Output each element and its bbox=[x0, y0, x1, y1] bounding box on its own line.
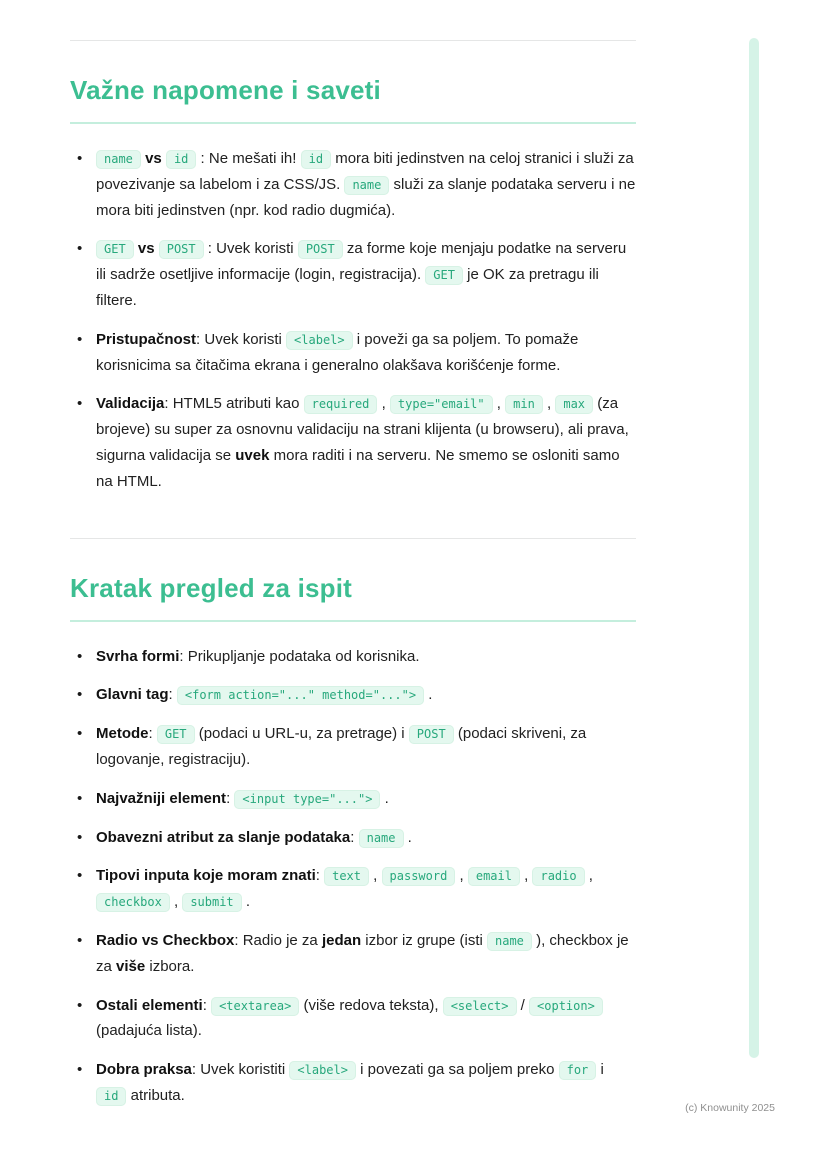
body-text: mora raditi i na serveru. Ne smemo se osloniti samo na HTML. bbox=[96, 446, 620, 490]
inline-code-badge: name bbox=[487, 932, 532, 951]
body-text: (za brojeve) su super za osnovnu validaciju na strani klijenta (u browseru), ali prava, sigurna validacija se bbox=[96, 395, 629, 464]
body-text: izbora. bbox=[145, 957, 195, 975]
body-text: , bbox=[369, 867, 382, 885]
body-text: , bbox=[492, 395, 506, 413]
list-item bbox=[70, 146, 636, 223]
body-text: : Uvek koristi bbox=[196, 330, 287, 348]
inline-code-badge: GET bbox=[157, 725, 195, 744]
bold-text: Radio vs Checkbox bbox=[96, 931, 235, 949]
inline-code-badge: id bbox=[301, 150, 331, 169]
list-item bbox=[70, 682, 636, 708]
inline-code-badge: id bbox=[166, 150, 196, 169]
inline-code-badge: name bbox=[359, 829, 404, 848]
bold-text: vs bbox=[133, 240, 159, 258]
inline-code-badge: <label> bbox=[286, 331, 353, 350]
bold-text: više bbox=[116, 957, 146, 975]
body-text: , bbox=[455, 867, 468, 885]
body-text: za forme koje menjaju podatke na serveru ili sadrže osetljive informacije (login, registracija). bbox=[96, 240, 627, 284]
bold-text: Najvažniji element bbox=[96, 789, 227, 807]
body-text: : bbox=[202, 996, 212, 1014]
inline-code-badge: checkbox bbox=[96, 893, 170, 912]
inline-code-badge: <form action="..." method="..."> bbox=[177, 686, 424, 705]
body-text: . bbox=[424, 686, 433, 704]
body-text: ), checkbox je za bbox=[96, 931, 629, 975]
body-text: i poveži ga sa poljem. To pomaže korisnicima sa čitačima ekrana i generalno olakšava korišćenje forme. bbox=[96, 330, 579, 374]
bold-text: Glavni tag bbox=[96, 686, 169, 704]
inline-code-badge: POST bbox=[298, 240, 343, 259]
body-text: (podaci u URL-u, za pretrage) i bbox=[194, 725, 409, 743]
body-text: , bbox=[584, 867, 593, 885]
body-text: i povezati ga sa poljem preko bbox=[355, 1061, 559, 1079]
body-text: : Ne mešati ih! bbox=[196, 150, 301, 167]
bold-text: Svrha formi bbox=[96, 647, 180, 665]
note-section bbox=[70, 41, 636, 538]
body-text: : Uvek koristiti bbox=[191, 1061, 290, 1079]
list-item bbox=[70, 786, 636, 812]
list-item bbox=[70, 993, 636, 1045]
body-text: . bbox=[241, 893, 251, 911]
body-text: i bbox=[596, 1061, 604, 1079]
body-text: . bbox=[380, 789, 389, 807]
inline-code-badge: radio bbox=[532, 867, 584, 886]
bold-text: Pristupačnost bbox=[96, 330, 197, 348]
body-text: / bbox=[516, 996, 530, 1014]
note-section bbox=[70, 539, 636, 1152]
inline-code-badge: GET bbox=[96, 240, 134, 259]
list-item bbox=[70, 391, 636, 494]
section-title: Važne napomene i saveti bbox=[70, 75, 636, 124]
list-item bbox=[70, 721, 636, 773]
body-text: : HTML5 atributi kao bbox=[164, 395, 304, 413]
inline-code-badge: max bbox=[555, 395, 593, 414]
inline-code-badge: GET bbox=[425, 266, 463, 285]
inline-code-badge: name bbox=[344, 176, 389, 195]
bold-text: Tipovi inputa koje moram znati bbox=[96, 867, 316, 885]
body-text: , bbox=[169, 893, 183, 911]
body-text: (podaci skriveni, za logovanje, registraciju). bbox=[96, 725, 587, 768]
inline-code-badge: required bbox=[304, 395, 378, 414]
bold-text: Obavezni atribut za slanje podataka bbox=[96, 828, 351, 846]
body-text: : bbox=[315, 867, 325, 885]
inline-code-badge: POST bbox=[159, 240, 204, 259]
body-text: atributa. bbox=[126, 1086, 185, 1104]
body-text: : bbox=[168, 686, 177, 704]
bold-text: Metode bbox=[96, 725, 149, 743]
body-text: služi za slanje podataka serveru i ne mora biti jedinstven (npr. kod radio dugmića). bbox=[96, 175, 636, 219]
body-text: , bbox=[542, 395, 556, 413]
footer-credit: (c) Knowunity 2025 bbox=[685, 1102, 775, 1114]
bold-text: vs bbox=[140, 150, 166, 167]
body-text: : Radio je za bbox=[234, 931, 322, 949]
inline-code-badge: <select> bbox=[443, 997, 517, 1016]
body-text: : bbox=[226, 789, 235, 807]
right-accent-bar bbox=[749, 38, 759, 1058]
body-text: , bbox=[519, 867, 533, 885]
inline-code-badge: <option> bbox=[529, 997, 603, 1016]
inline-code-badge: password bbox=[382, 867, 456, 886]
inline-code-badge: name bbox=[96, 150, 141, 169]
list-item bbox=[70, 327, 636, 379]
inline-code-badge: for bbox=[559, 1061, 597, 1080]
inline-code-badge: submit bbox=[182, 893, 241, 912]
bold-text: Validacija bbox=[96, 395, 165, 413]
content-area bbox=[70, 40, 636, 1152]
list-item bbox=[70, 1057, 636, 1109]
body-text: je OK za pretragu ili filtere. bbox=[96, 266, 599, 309]
inline-code-badge: text bbox=[324, 867, 369, 886]
inline-code-badge: <label> bbox=[289, 1061, 356, 1080]
body-text: : bbox=[350, 828, 359, 846]
bold-text: jedan bbox=[321, 931, 362, 949]
bold-text: Dobra praksa bbox=[96, 1061, 192, 1079]
body-text: (više redova teksta), bbox=[299, 996, 443, 1014]
inline-code-badge: POST bbox=[409, 725, 454, 744]
body-text: (padajuća lista). bbox=[96, 1022, 202, 1040]
list-item bbox=[70, 644, 636, 670]
inline-code-badge: type="email" bbox=[390, 395, 493, 414]
list-item bbox=[70, 928, 636, 980]
inline-code-badge: min bbox=[505, 395, 543, 414]
inline-code-badge: id bbox=[96, 1087, 126, 1106]
inline-code-badge: <textarea> bbox=[211, 997, 299, 1016]
list-item bbox=[70, 236, 636, 313]
bullet-list bbox=[70, 146, 636, 495]
body-text: . bbox=[403, 828, 412, 846]
body-text: izbor iz grupe (isti bbox=[361, 931, 487, 949]
body-text: : Prikupljanje podataka od korisnika. bbox=[179, 647, 420, 665]
body-text: mora biti jedinstven na celoj stranici i služi za povezivanje sa labelom i za CSS/JS. bbox=[96, 150, 634, 193]
list-item bbox=[70, 863, 636, 915]
bullet-list bbox=[70, 644, 636, 1109]
section-title: Kratak pregled za ispit bbox=[70, 573, 636, 622]
body-text: : Uvek koristi bbox=[203, 240, 298, 258]
body-text: , bbox=[377, 395, 390, 413]
bold-text: uvek bbox=[235, 446, 270, 464]
inline-code-badge: <input type="..."> bbox=[234, 790, 380, 809]
bold-text: Ostali elementi bbox=[96, 996, 203, 1014]
inline-code-badge: email bbox=[468, 867, 520, 886]
list-item bbox=[70, 825, 636, 851]
body-text: : bbox=[148, 725, 157, 743]
